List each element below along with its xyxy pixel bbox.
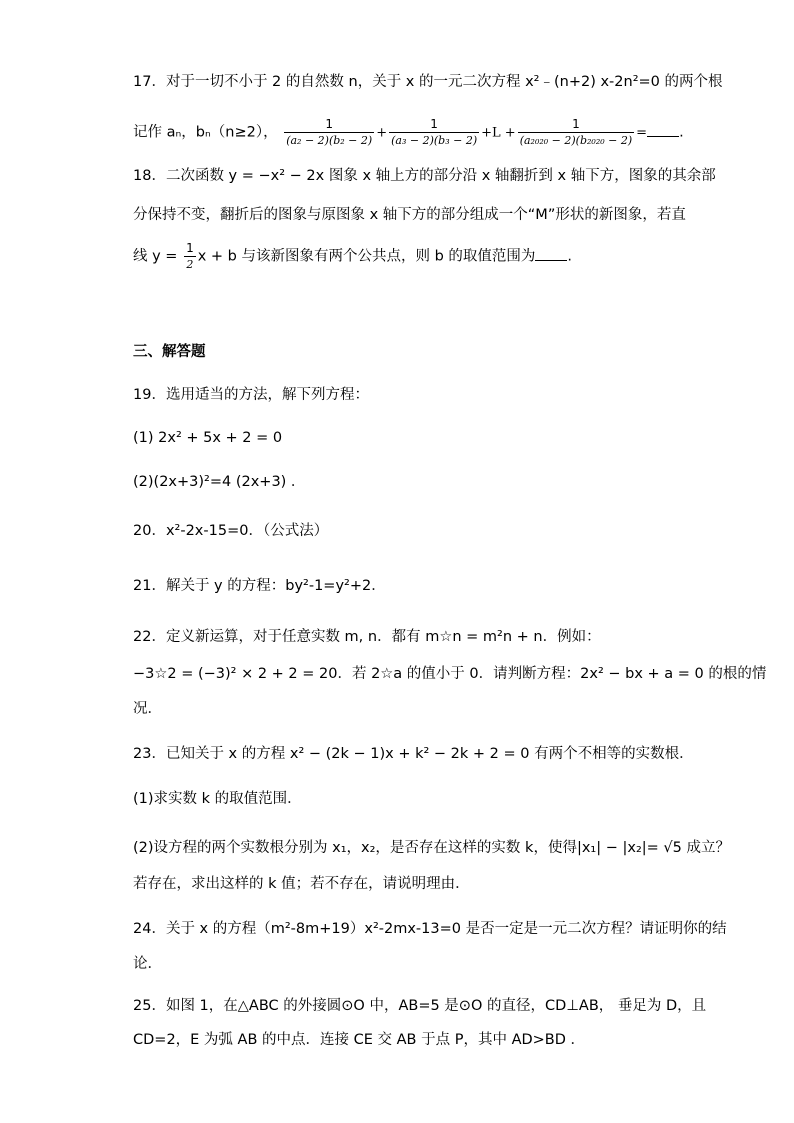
section-heading: 三、解答题 xyxy=(133,344,206,360)
q18-fraction-numerator: 1 xyxy=(186,241,194,255)
q23-title: 23．已知关于 x 的方程 x² − (2k − 1)x + k² − 2k + 2 = 0 有两个不相等的实数根． xyxy=(133,746,694,762)
q19-item-2: (2)(2x+3)²=4 (2x+3) ． xyxy=(133,474,306,490)
q17-end: . xyxy=(679,124,684,141)
q19-item-1: (1) 2x² + 5x + 2 = 0 xyxy=(133,430,283,446)
q23-item-1: (1)求实数 k 的取值范围． xyxy=(133,791,302,807)
q17-answer-blank xyxy=(647,122,679,137)
q19-title: 19．选用适当的方法，解下列方程： xyxy=(133,387,369,403)
q22-line-1: 22．定义新运算，对于任意实数 m, n．都有 m☆n = m²n + n．例如： xyxy=(133,629,601,645)
q25-line-1: 25．如图 1，在△ABC 的外接圆⊙O 中，AB=5 是⊙O 的直径，CD⊥AB， 垂足为 D，且 xyxy=(133,998,707,1014)
q20-text: 20．x²-2x-15=0．（公式法） xyxy=(133,523,329,539)
q23-item-2-line-2: 若存在，求出这样的 k 值；若不存在，请说明理由． xyxy=(133,876,470,892)
q21-text: 21．解关于 y 的方程：by²-1=y²+2． xyxy=(133,578,386,594)
q17-plus-ellipsis: +L + xyxy=(481,125,516,141)
q17-plus-1: + xyxy=(376,125,388,141)
q17-line-2-prefix: 记作 aₙ，bₙ（n≥2）， xyxy=(133,124,278,141)
q25-line-2: CD=2，E 为弧 AB 的中点．连接 CE 交 AB 于点 P，其中 AD>BD ． xyxy=(133,1032,586,1048)
q18-fraction-denominator: 2 xyxy=(186,258,194,271)
q17-fraction-2-numerator: 1 xyxy=(389,117,479,133)
q17-fraction-3-numerator: 1 xyxy=(518,117,634,133)
q18-answer-blank xyxy=(535,246,567,261)
q17-line-1: 17．对于一切不小于 2 的自然数 n，关于 x 的一元二次方程 x²﹣(n+2) x-2n²=0 的两个根 xyxy=(133,74,723,90)
q24-line-2: 论． xyxy=(133,956,162,972)
q17-fraction-1-denominator: (a₂ − 2)(b₂ − 2) xyxy=(286,134,373,147)
q18-line-3-suffix: x + b 与该新图象有两个公共点，则 b 的取值范围为 xyxy=(197,248,536,265)
q18-end: . xyxy=(567,248,572,265)
q18-line-3-prefix: 线 y = xyxy=(133,248,178,265)
q18-line-2: 分保持不变，翻折后的图象与原图象 x 轴下方的部分组成一个“M”形状的新图象，若直 xyxy=(133,207,686,223)
q18-fraction xyxy=(184,241,196,272)
q17-fraction-3 xyxy=(518,117,634,148)
q17-fraction-2-denominator: (a₃ − 2)(b₃ − 2) xyxy=(391,134,478,147)
q17-fraction-1-numerator: 1 xyxy=(284,117,374,133)
q17-line-2 xyxy=(133,117,684,148)
q17-fraction-2 xyxy=(389,117,479,148)
q18-line-3 xyxy=(133,241,572,272)
q17-fraction-3-denominator: (a₂₀₂₀ − 2)(b₂₀₂₀ − 2) xyxy=(519,134,633,147)
q23-item-2-line-1: (2)设方程的两个实数根分别为 x₁，x₂，是否存在这样的实数 k，使得|x₁| − |x₂|= √5 成立？ xyxy=(133,840,730,856)
q22-line-3: 况． xyxy=(133,701,162,717)
q24-line-1: 24．关于 x 的方程（m²-8m+19）x²-2mx-13=0 是否一定是一元二次方程？请证明你的结 xyxy=(133,921,727,937)
q17-equals: = xyxy=(636,125,648,141)
q17-fraction-1 xyxy=(284,117,374,148)
q22-line-2: −3☆2 = (−3)² × 2 + 2 = 20．若 2☆a 的值小于 0．请判断方程：2x² − bx + a = 0 的根的情 xyxy=(133,666,767,682)
q18-line-1: 18．二次函数 y = −x² − 2x 图象 x 轴上方的部分沿 x 轴翻折到 x 轴下方，图象的其余部 xyxy=(133,168,716,184)
